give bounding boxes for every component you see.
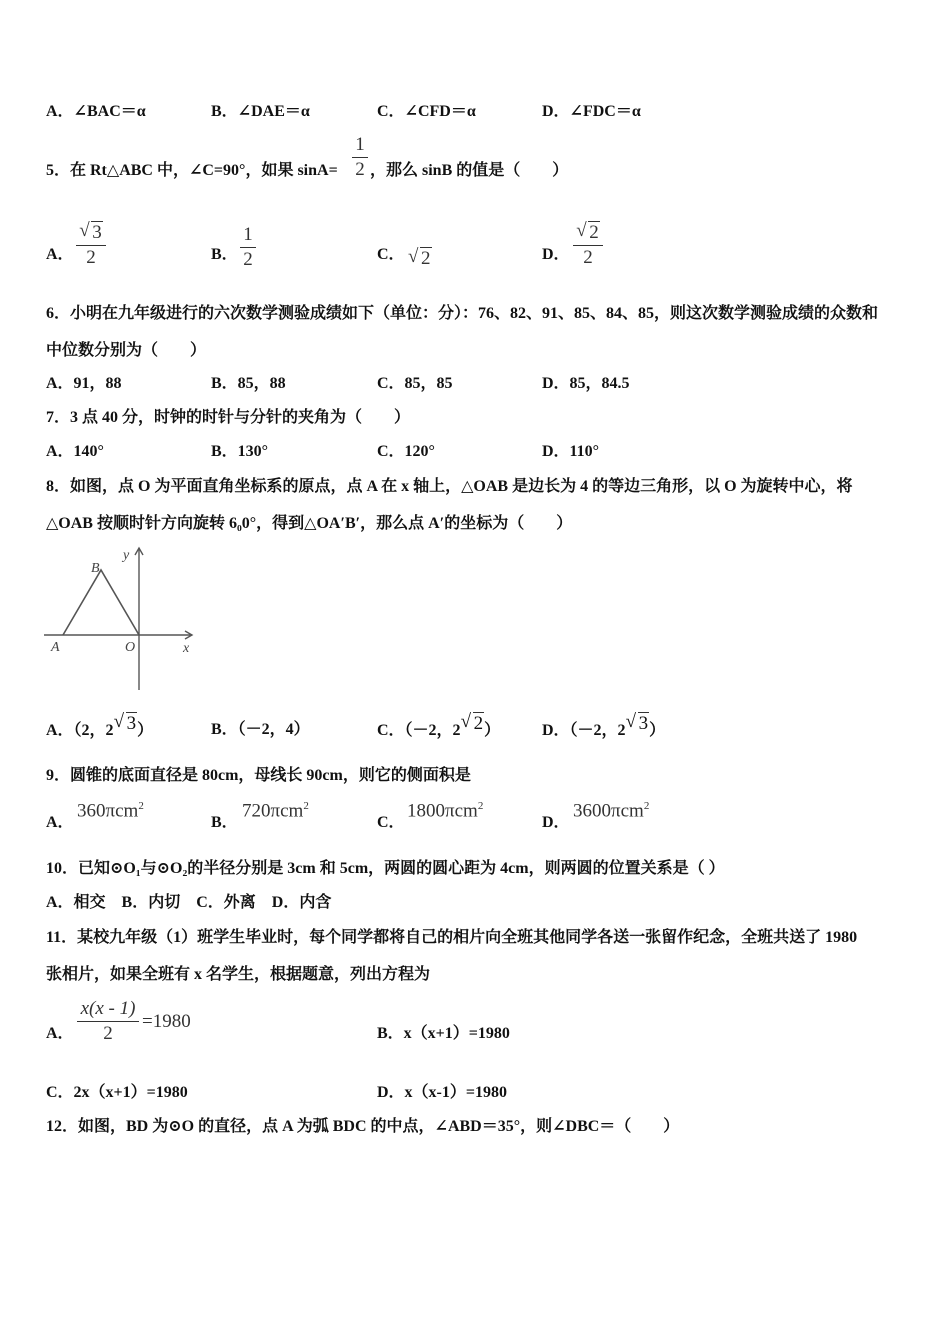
x-axis-label: x xyxy=(183,641,190,656)
q5-option-d-label: D． xyxy=(542,246,570,263)
q5-stem-a: 5．在 Rt△ABC 中，∠C=90°，如果 sinA= xyxy=(46,162,338,179)
q6-option-b: B．85，88 xyxy=(211,375,286,392)
q8-option-d: D．（－2，2 √ 3） xyxy=(542,711,666,739)
q5-stem-b: ，那么 sinB 的值是（ ） xyxy=(370,162,569,179)
q6-option-a: A．91，88 xyxy=(46,375,122,392)
q11-option-a-fraction: x(x - 1) 2 xyxy=(77,998,139,1045)
q6-stem-line1: 6．小明在九年级进行的六次数学测验成绩如下（单位：分）：76、82、91、85、84、85，则这次数学测验成绩的众数和 xyxy=(46,305,879,322)
q9-option-b-value: 720πcm$^2$ xyxy=(242,800,309,822)
q10-options: A．相交 B．内切 C．外离 D．内含 xyxy=(46,894,332,911)
q12-stem: 12．如图，BD 为⊙O 的直径，点 A 为弧 BDC 的中点，∠ABD＝35°，则∠DBC＝（ ） xyxy=(46,1118,680,1135)
y-axis-label: y xyxy=(123,548,130,563)
q6-stem-line2: 中位数分别为（ ） xyxy=(46,342,207,359)
q5-stem-fraction: 1 2 xyxy=(352,134,368,181)
q11-option-a-rhs: =1980 xyxy=(142,1011,191,1032)
q5-option-a-value: √ 3 2 xyxy=(76,222,106,269)
q9-option-a-value: 360πcm$^2$ xyxy=(77,800,144,822)
q4-option-a: A．∠BAC＝α xyxy=(46,103,146,120)
q7-option-c: C．120° xyxy=(377,443,435,460)
q5-option-b-value: 1 2 xyxy=(240,224,256,271)
point-o-label: O xyxy=(125,640,136,655)
q4-option-c: C．∠CFD＝α xyxy=(377,103,476,120)
q10-stem: 10．已知⊙O₁与⊙O₂的半径分别是 3cm 和 5cm，两圆的圆心距为 4cm，则两圆的位置关系是（ ） xyxy=(46,860,725,877)
point-b-label: B xyxy=(91,561,100,576)
q11-stem-line1: 11．某校九年级（1）班学生毕业时，每个同学都将自己的相片向全班其他同学各送一张留作纪念，全班共送了 1980 xyxy=(46,929,858,946)
q9-option-d-label: D． xyxy=(542,814,570,831)
point-a-label: A xyxy=(51,640,60,655)
q5-option-b-label: B． xyxy=(211,246,238,263)
q7-option-a: A．140° xyxy=(46,443,104,460)
q5-option-d-value: √ 2 2 xyxy=(573,222,603,269)
q4-option-b: B．∠DAE＝α xyxy=(211,103,310,120)
q5-option-c-label: C． xyxy=(377,246,405,263)
q9-option-a-label: A． xyxy=(46,814,74,831)
q7-stem: 7．3 点 40 分，时钟的时针与分针的夹角为（ ） xyxy=(46,409,411,426)
q8-stem-line2: △OAB 按顺时针方向旋转 6₀0°，得到△OA′B′，那么点 A′的坐标为（ ） xyxy=(46,515,573,532)
q9-option-d-value: 3600πcm$^2$ xyxy=(573,800,650,822)
q5-option-a-label: A． xyxy=(46,246,74,263)
q8-option-b: B．（－2，4） xyxy=(211,721,310,738)
q4-option-d: D．∠FDC＝α xyxy=(542,103,641,120)
q7-option-b: B．130° xyxy=(211,443,269,460)
q8-figure xyxy=(44,544,196,692)
q6-option-d: D．85，84.5 xyxy=(542,375,630,392)
q11-option-c: C．2x（x+1）=1980 xyxy=(46,1084,188,1101)
q8-figure-background xyxy=(44,544,196,692)
q9-option-c-label: C． xyxy=(377,814,405,831)
q8-option-c: C．（－2，2 √ 2） xyxy=(377,711,501,739)
q8-stem-line1: 8．如图，点 O 为平面直角坐标系的原点，点 A 在 x 轴上，△OAB 是边长为 4 的等边三角形，以 O 为旋转中心，将 xyxy=(46,478,853,495)
q9-option-c-value: 1800πcm$^2$ xyxy=(407,800,484,822)
q7-option-d: D．110° xyxy=(542,443,600,460)
q9-stem: 9．圆锥的底面直径是 80cm，母线长 90cm，则它的侧面积是 xyxy=(46,767,471,784)
q11-option-d: D．x（x-1）=1980 xyxy=(377,1084,508,1101)
q11-option-b: B．x（x+1）=1980 xyxy=(377,1025,510,1042)
q6-option-c: C．85，85 xyxy=(377,375,453,392)
q8-option-a: A．（2，2 √ 3） xyxy=(46,711,154,739)
q11-option-a-label: A． xyxy=(46,1025,74,1042)
q9-option-b-label: B． xyxy=(211,814,238,831)
q11-stem-line2: 张相片，如果全班有 x 名学生，根据题意，列出方程为 xyxy=(46,966,431,983)
q5-option-c-value: √ 2 xyxy=(408,246,431,269)
